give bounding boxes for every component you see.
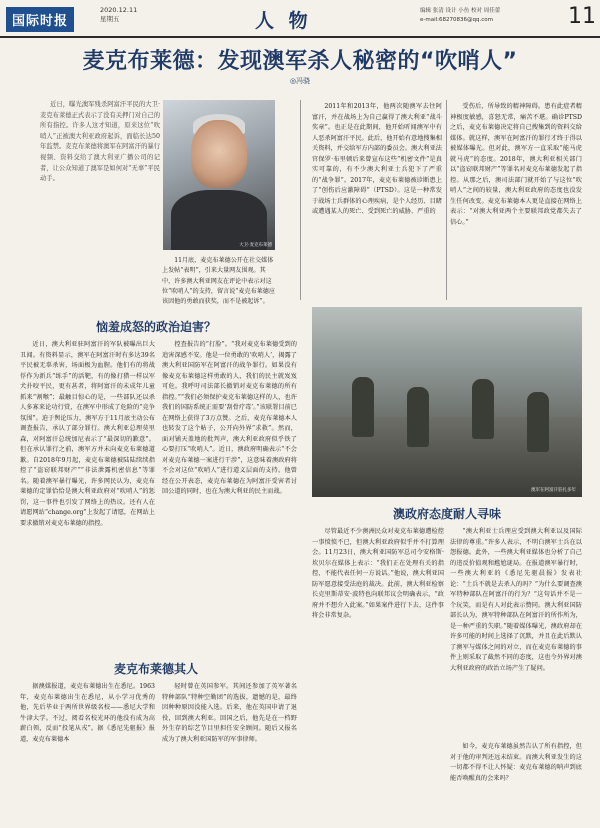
article-column-3-top [450, 102, 582, 229]
paragraph: 轻时曾在英国参军。其间还参加了英军著名特种部队“特种空勤团”的选拔，遗憾的是，最终因种种原因没能入选。后来，他在英国申请了退役，回到澳大利亚。回国之后，他先是在一档野外生存的综艺节目里担任安全顾问。随后又报名成为了澳大利亚国防军的军事律师。 [162, 683, 297, 743]
paragraph: 近日，澳大利亚驻阿富汗的军队被曝出巨大丑闻。有资料显示，澳军在阿富汗时有多达39名平民被无辜杀害，场面极为血腥。他们有的将战俘作为新兵“练手”的活靶，有的像打猎一样以军犬扑咬平民，更有甚者，将阿富汗的未成年儿童抓来“割喉”；最触目惊心的是，一些部队还以杀人多寡来论功行赏，在澳军中形成了危险的“竞争氛围”。迫于舆论压力，澳军方于11月底主动公布调查报告，承认了部分罪行。澳大利亚总理莫里森，对阿富汗总统加尼表示了“最深切的歉意”。但在承认罪行之前，澳军方并未向麦克布莱德道歉。自2018年9月起，麦克布莱德被陆陆续续指控了“盗窃联邦财产”“非法泄露机密信息”等罪名。随着澳军暴行曝光，许多网民认为，麦克布莱德的定罪恰恰是澳大利亚政府对“吹哨人”的惩罚，这一事件也引发了网络上的热议。还有人在请愿网站“change.org”上发起了请愿，在网站上要求撤销对麦克布莱德的指控。 [20, 341, 155, 527]
paragraph: 据澳媒报道，麦克布莱德出生在悉尼。1963年，麦克布莱德出生在悉尼，从小学习优秀的他，先后毕业于两所世界级名校——悉尼大学和牛津大学。不过，阅看名校光环的他没有成为高薪白领，反而“投笔从戎”。据《悉尼先驱报》报道，麦克布莱德本 [20, 683, 155, 743]
paragraph: 控查报告的“打脸”。“我对麦克布莱德受到的追害深感不安。他是一位勇敢的‘吹哨人’，揭露了澳大利亚国防军在阿富汗的战争罪行。如果没有像麦克布莱德这样勇敢的人，我们的民主就岌岌可危。我呼吁司法部长撤销对麦克布莱德的所有指控。”“我们必须保护麦克布莱德这样的人，也许我们的国防系统正需要‘刮骨疗毒’。”该联署目前已在网络上获得了3万点赞。之后，麦克布莱德本人也转发了这个帖子，公开向外界“求救”。然而，面对铺天盖地的批判声，澳大利亚政府似乎铁了心要打压“吹哨人”。近日，澳政府明确表示“不会对麦克布莱德一案进行干涉”，这意味着澳政府将不会对这位“吹哨人”进行道义层面的支持。他曾经在公开表态，麦克布莱德在为阿富汗受害者讨回公道的同时，也在为澳大利亚的民主而战。 [162, 341, 297, 495]
portrait-face [191, 120, 247, 188]
masthead [0, 0, 600, 38]
paragraph: 2011年和2013年，他两次随澳军去往阿富汗，并在战场上为自己赢得了澳大利亚“战斗奖章”。也正是在此期间，他开始听闻澳军中有人恶杀阿富汗平民。此后，他开始有意地搜集相关资料，并交给军方内部的委员会。澳大利亚法官保罗·布里顿后来曾宣布这些“机密文件”是真实可靠的，有不少澳大利亚士兵犯下了严重的“战争罪”。2017年，麦克布莱德被诊断患上了“创伤后应激障碍”（PTSD）。这是一种常发于战场士兵群体的心理疾病，是个人经历、目睹或遭遇某人的死亡、受到死亡的威胁、严重的 [312, 103, 442, 215]
article-column-2-bottom [162, 682, 297, 746]
article-column-1-low [20, 682, 155, 746]
portrait-caption: 大卫·麦克布莱德 [239, 243, 272, 248]
page-number: 11 [568, 4, 596, 29]
byline: ◎冯骁 [289, 77, 311, 85]
newspaper-logo: 国际时报 [6, 7, 74, 32]
email-line: e-mail:68270836@qq.com [420, 17, 493, 23]
portrait-photo [163, 100, 275, 250]
soldier-figure [352, 377, 374, 437]
subhead-political: 恼羞成怒的政治迫害？ [95, 320, 216, 334]
editors-line: 编辑 张清 设计 小鱼 校对 周佳蕾 [420, 8, 501, 14]
subhead-government: 澳政府态度耐人寻味 [392, 507, 501, 521]
article-column-3-bottom [450, 742, 582, 785]
headline: 麦克布莱德：发现澳军杀人秘密的“吹哨人” [82, 49, 518, 74]
issue-date [100, 6, 137, 24]
weekday-line: 星期五 [100, 15, 120, 23]
soldiers-photo-caption: 澳军在阿富汗驻扎多年 [531, 488, 576, 493]
article-column-1-mid [20, 340, 155, 530]
column-divider [300, 100, 301, 300]
portrait-shirt [171, 190, 267, 250]
article-column-3-low [450, 527, 582, 675]
editors-info [420, 7, 580, 25]
article-column-2-mid [162, 340, 297, 499]
paragraph: 尽管最近不少澳洲民众对麦克布莱德遭检控一事愤愤不已，但澳大利亚政府似乎并不打算理会。11月23日，澳大利亚国防军总司令安格斯·坎贝尔在媒体上表示：“我们正在处理有关的指控，不能代表任何一方说话。”他说，澳大利亚国防军愿意接受法庭的裁决。此前，澳大利亚检察长克里斯蒂安·波特也向联邦议会明确表示，“政府并不想介入此案。”如果案件进行下去，这件事将会非常复杂。 [312, 528, 444, 619]
soldiers-photo [312, 307, 582, 497]
paragraph: 如今，麦克布莱德虽然告认了所有指控，但对于他的审判还远未结束。而澳大利亚发生的这一切都不得不让人怀疑：麦克布莱德的呐声到底能否唤醒真的会来吗？ [450, 743, 582, 782]
soldier-figure [407, 387, 429, 447]
paragraph: 受伤后，所导致的精神障碍。患有此症者精神极度敏感，喜怒无常，痛苦不堪。确诊PTSD之后，麦克布莱德决定将自己搜集到的资料交给媒体。就这样，澳军在阿富汗的罪行才终于得以被媒体曝光。但对此，澳军方一直采取“能马虎就马虎”的态度。2018年，澳大利亚相关部门以“盗窃联邦财产”等罪名对麦克布莱德发起了指控。从那之后，澳司法部门就开始了与这位“吹哨人”之间的较量，澳大利亚政府的态度也没发生任何改变。麦克布莱德本人更是直接在网络上表示：“对澳大利亚两个主要联邦政党都失去了信心。” [450, 103, 582, 226]
soldier-figure [472, 379, 494, 439]
photo-caption-paragraph: 11月底，麦克布莱德公开在社交媒体上发帖“表明”，引来大量网友围观。其中，许多澳大利亚网友在评论中表示对这位“吹哨人”的支持，留言说“麦克布莱德应该因他的勇敢而获奖，而不是被起诉”。 [162, 257, 275, 306]
date-line: 2020.12.11 [100, 6, 138, 14]
intro-paragraph: 近日，曝光澳军残杀阿富汗平民的大卫·麦克布莱德正式表示了没有关押门对自己的所有指控。许多人这才知道，原来这位“吹哨人”正被澳大利亚政府起诉，面临长达50年监禁。麦克布莱德将澳军在阿富汗的暴行视频、资料交给了澳大利亚广播公司的记者，让公众知道了澳军是如何对“无辜”平民动手。 [40, 101, 160, 183]
section-title: 人 物 [255, 10, 312, 32]
soldier-figure [527, 392, 549, 452]
article-column-2-top [312, 102, 442, 219]
column-divider [446, 100, 447, 300]
subhead-profile: 麦克布莱德其人 [113, 662, 198, 676]
paragraph: “澳大利亚士兵理应受到澳大利亚以及国际法律的尊重。”许多人表示，不明白澳军士兵在以怨报德。此外，一些澳大利亚媒体也分析了自己的违反价值观和尴尬谜局。在报道澳军暴行时，一些澳大利亚的《悉尼先驱晨报》发表社论：“土兵不就是去杀人的吗？”为什么要调查澳军特种部队在阿富汗的行为？“这句话并不是一个玩笑，而是有人对此表示赞同。澳大利亚国防部长认为，澳军特种部队在阿富汗的所作所为，是一种严重的失职。”随着媒体曝光，澳政府却在许多可能的时间上选择了沉默，并且在此后默认了澳军与媒体之间的对立，而在麦克布莱德的事件上则采取了截然不同的态度，这也令外界对澳大利亚政府的政治立场产生了疑问。 [450, 528, 582, 672]
article-column-2-low [312, 527, 444, 623]
